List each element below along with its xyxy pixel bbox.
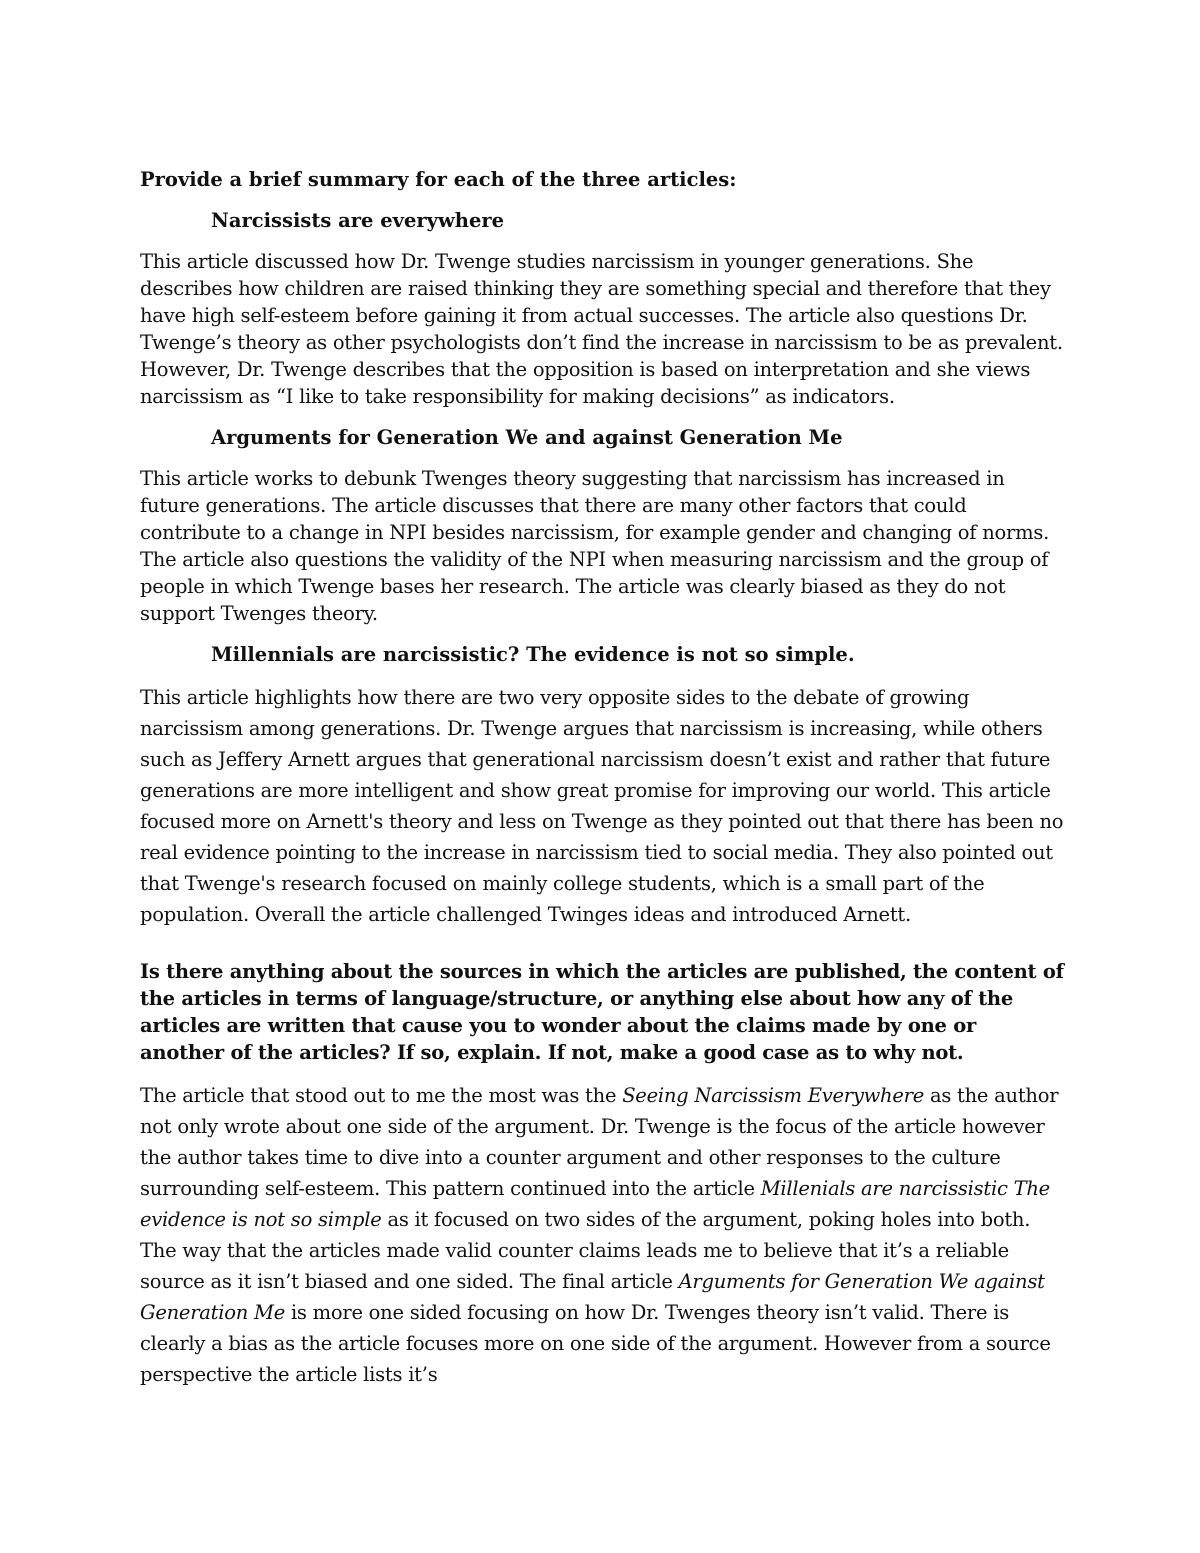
article-3-summary: This article highlights how there are two very opposite sides to the debate of growing narcissism among generations. Dr. Twenge argues that narcissism is increasing, while others such as Jeffery Arnett argues that generational narcissism doesn’t exist and rather that future generations are more intelligent and show great promise for improving our world. This article focused more on Arnett's theory and less on Twenge as they pointed out that there has been no real evidence pointing to the increase in narcissism tied to social media. They also pointed out that Twenge's research focused on mainly college students, which is a small part of the population. Overall the article challenged Twinges ideas and introduced Arnett. <box>140 686 1064 926</box>
answer-article-title-1: Seeing Narcissism Everywhere <box>622 1084 924 1107</box>
document-page <box>140 166 1065 1404</box>
answer-text-1: The article that stood out to me the most was the <box>140 1084 623 1107</box>
article-1-summary: This article discussed how Dr. Twenge studies narcissism in younger generations. She describes how children are raised thinking they are something special and therefore that they have high self-esteem before gaining it from actual successes. The article also questions Dr. Twenge’s theory as other psychologists don’t find the increase in narcissism to be as prevalent. However, Dr. Twenge describes that the opposition is based on interpretation and she views narcissism as “I like to take responsibility for making decisions” as indicators. <box>140 250 1063 408</box>
answer-article-title-3: Arguments for Generation We against Generation Me <box>140 1270 1045 1324</box>
article-2-title: Arguments for Generation We and against Generation Me <box>211 426 843 449</box>
answer-article-title-2: Millenials are narcissistic The evidence is not so simple <box>140 1177 1050 1231</box>
answer-text-2: as the author not only wrote about one side of the argument. Dr. Twenge is the focus of the article however the author takes time to dive into a counter argument and other responses to the culture surrounding self-esteem. This pattern continued into the article <box>140 1084 1059 1200</box>
article-1-title: Narcissists are everywhere <box>211 209 505 232</box>
answer-text-3: as it focused on two sides of the argument, poking holes into both. The way that the articles made valid counter claims leads me to believe that it’s a reliable source as it isn’t biased and one sided. The final article <box>140 1208 1031 1293</box>
evaluation-question: Is there anything about the sources in which the articles are published, the content of the articles in terms of language/structure, or anything else about how any of the articles are written that cause you to wonder about the claims made by one or another of the articles? If so, explain. If not, make a good case as to why not. <box>140 960 1064 1064</box>
evaluation-answer <box>140 1080 1065 1390</box>
summary-heading: Provide a brief summary for each of the three articles: <box>140 168 737 191</box>
article-2-summary: This article works to debunk Twenges theory suggesting that narcissism has increased in future generations. The article discusses that there are many other factors that could contribute to a change in NPI besides narcissism, for example gender and changing of norms. The article also questions the validity of the NPI when measuring narcissism and the group of people in which Twenge bases her research. The article was clearly biased as they do not support Twenges theory. <box>140 467 1050 625</box>
article-3-title: Millennials are narcissistic? The evidence is not so simple. <box>211 643 855 666</box>
answer-text-4: is more one sided focusing on how Dr. Twenges theory isn’t valid. There is clearly a bias as the article focuses more on one side of the argument. However from a source perspective the article lists it’s <box>140 1301 1051 1386</box>
